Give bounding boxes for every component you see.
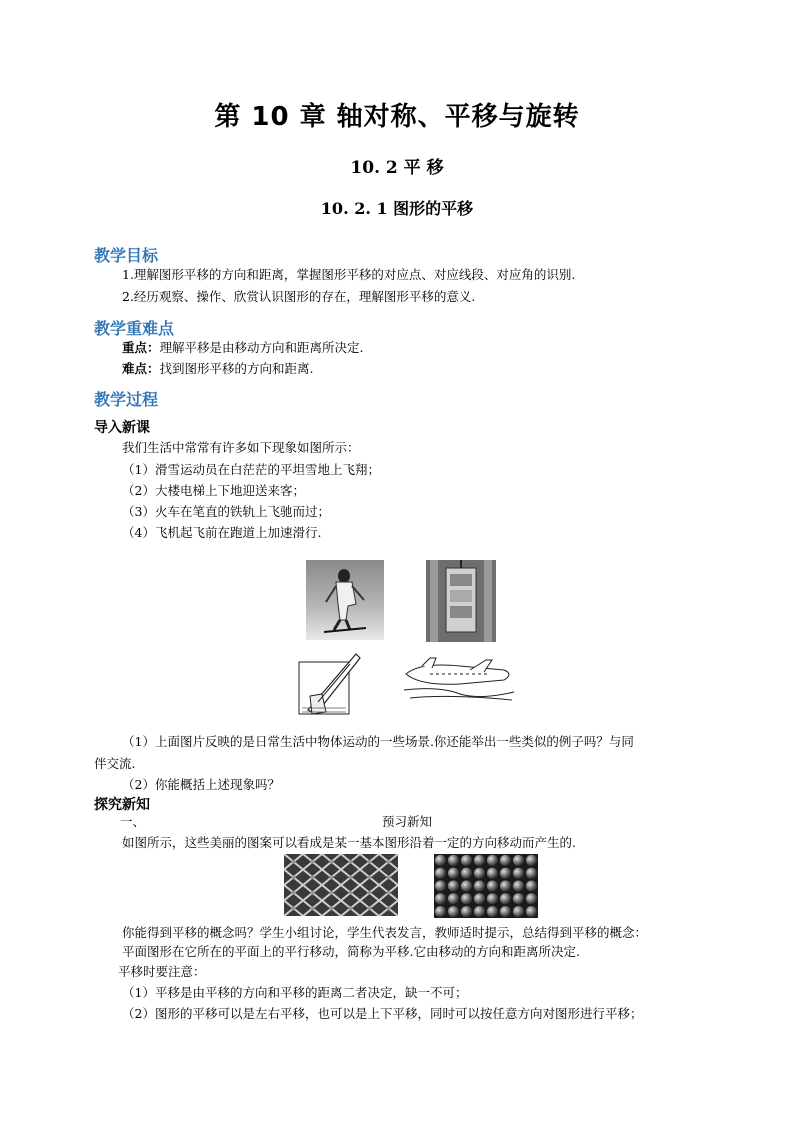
pattern-line: 如图所示，这些美丽的图案可以看成是某一基本图形沿着一定的方向移动而产生的. <box>122 835 576 850</box>
intro-heading: 导入新课 <box>94 420 150 436</box>
question-2: （2）你能概括上述现象吗？ <box>122 777 280 792</box>
elevator-image <box>426 560 496 642</box>
process-heading: 教学过程 <box>94 390 159 409</box>
train-image <box>298 650 362 716</box>
difficulty-line <box>122 360 314 378</box>
part-number: 一、 <box>120 814 146 829</box>
intro-line: （1）滑雪运动员在白茫茫的平坦雪地上飞翔； <box>122 462 380 477</box>
key-point-line <box>122 339 364 357</box>
key-label: 重点： <box>122 340 160 355</box>
note-item: （1）平移是由平移的方向和平移的距离二者决定，缺一不可； <box>122 985 468 1000</box>
intro-line: 我们生活中常常有许多如下现象如图所示： <box>122 440 360 455</box>
difficulty-label: 难点： <box>122 361 160 376</box>
goal-item-1: 1.理解图形平移的方向和距离，掌握图形平移的对应点、对应线段、对应角的识别. <box>122 267 576 282</box>
concept-line-2: 平面图形在它所在的平面上的平行移动，简称为平移.它由移动的方向和距离所决定. <box>122 944 580 959</box>
key-points-heading: 教学重难点 <box>94 319 175 338</box>
question-1-line-1: （1）上面图片反映的是日常生活中物体运动的一些场景.你还能举出一些类似的例子吗？与同 <box>122 734 634 749</box>
note-item: （2）图形的平移可以是左右平移，也可以是上下平移，同时可以按任意方向对图形进行平移； <box>122 1006 643 1021</box>
pattern-image-1 <box>284 854 398 916</box>
chapter-title: 第 10 章 轴对称、平移与旋转 <box>214 102 580 132</box>
airplane-image <box>400 656 518 704</box>
explore-heading: 探究新知 <box>94 797 150 813</box>
key-text: 理解平移是由移动方向和距离所决定. <box>159 340 364 355</box>
subsection-title: 10. 2. 1 图形的平移 <box>320 199 474 218</box>
goal-item-2: 2.经历观察、操作、欣赏认识图形的存在，理解图形平移的意义. <box>122 289 476 304</box>
concept-line-1: 你能得到平移的概念吗？学生小组讨论，学生代表发言，教师适时提示，总结得到平移的概念： <box>122 925 648 940</box>
goals-heading: 教学目标 <box>94 246 159 265</box>
intro-line: （2）大楼电梯上下地迎送来客； <box>122 483 305 498</box>
notes-title: 平移时要注意： <box>118 964 206 979</box>
pattern-image-2 <box>434 854 538 918</box>
difficulty-text: 找到图形平移的方向和距离. <box>159 361 314 376</box>
part-title: 预习新知 <box>382 814 433 829</box>
intro-line: （4）飞机起飞前在跑道上加速滑行. <box>122 525 322 540</box>
intro-line: （3）火车在笔直的铁轨上飞驰而过； <box>122 504 330 519</box>
section-title: 10. 2 平 移 <box>350 158 444 178</box>
question-1-line-2: 伴交流. <box>94 756 136 771</box>
skier-image <box>306 560 384 640</box>
